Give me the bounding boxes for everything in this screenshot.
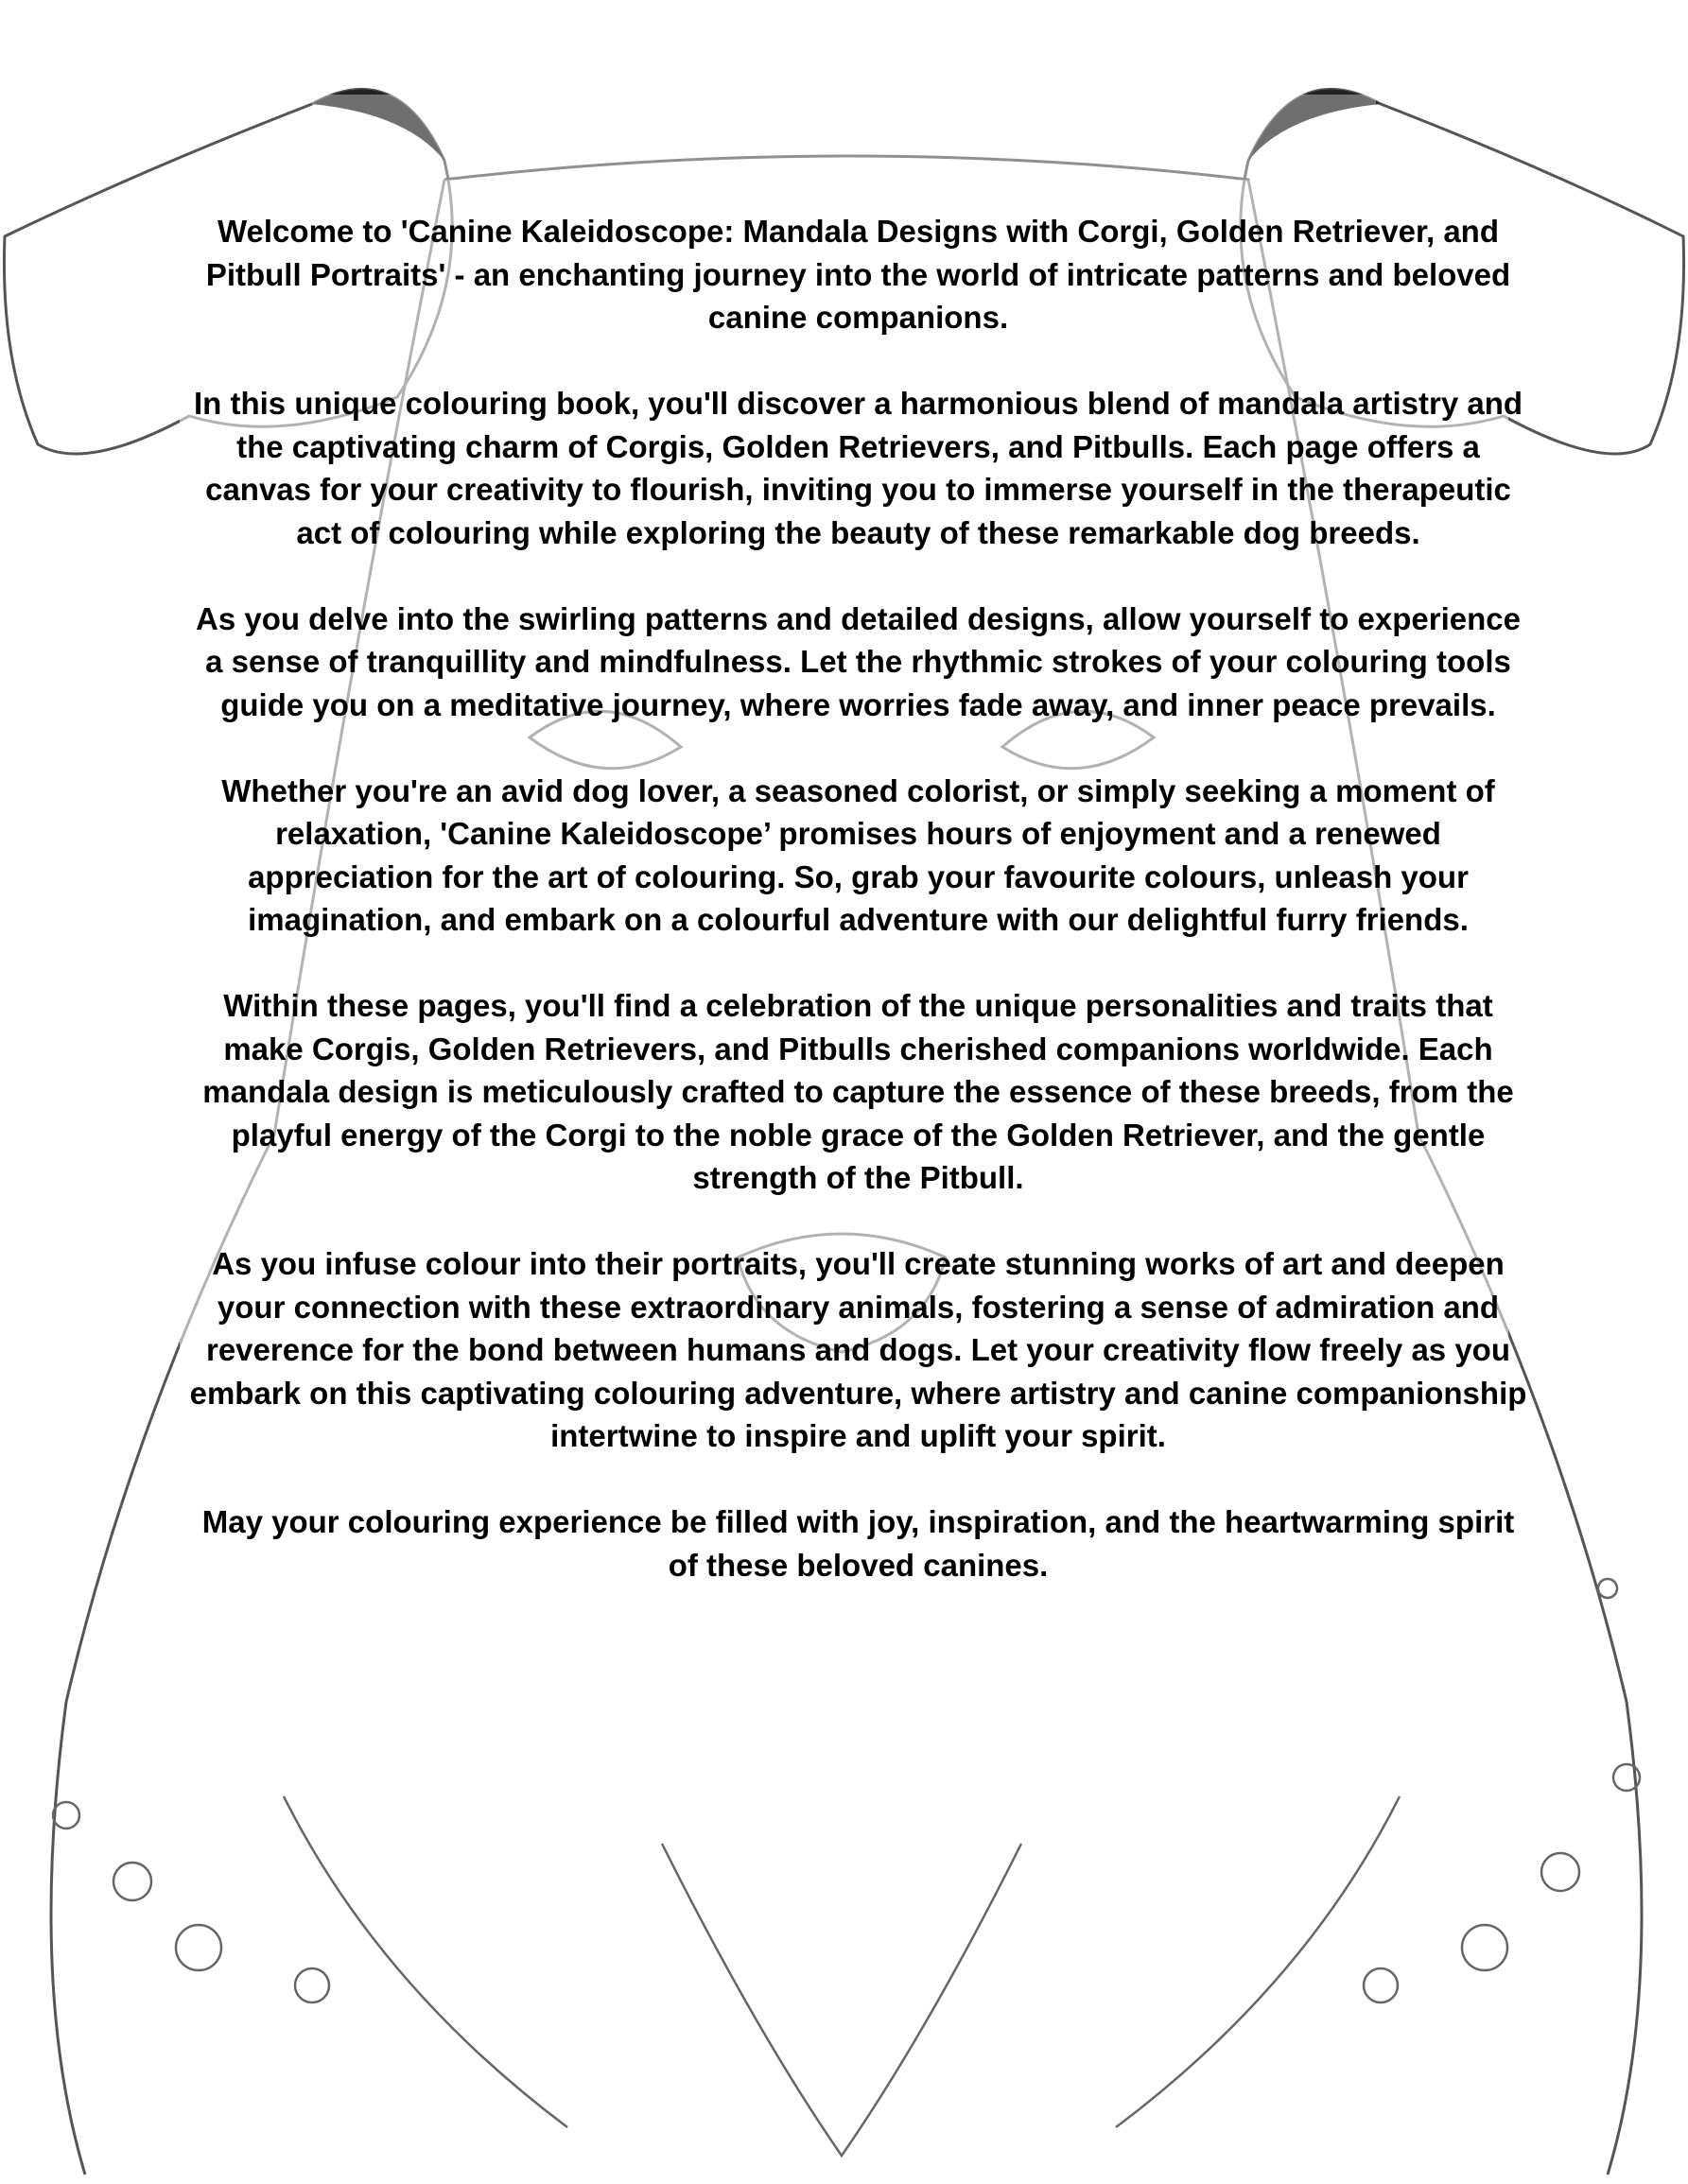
overlay-top (312, 95, 1376, 180)
paragraph-mindfulness: As you delve into the swirling patterns and detailed designs, allow yourself to experience a sense of tranquillity and mindfulness. Let the rhythmic strokes of your colouring tools guide you on a meditative journey, where worries fade away, and inner peace prevails. (195, 600, 1521, 722)
paragraph-unique-book: In this unique colouring book, you'll discover a harmonious blend of mandala artistry and the captivating charm of Corgis, Golden Retrievers, and Pitbulls. Each page offers a canvas for your creativity to flourish, inviting you to immerse yourself in the therapeutic act of colouring while exploring the beauty of these remarkable dog breeds. (193, 386, 1523, 550)
paragraph-closing: May your colouring experience be filled with joy, inspiration, and the heartwarming spirit of these beloved canines. (201, 1504, 1515, 1583)
paragraph-dog-lover: Whether you're an avid dog lover, a seasoned colorist, or simply seeking a moment of relaxation, 'Canine Kaleidoscope’ promises hours of enjoyment and a renewed appreciation for the art of colouring. So, grab your favourite colours, unleash your imagination, and embark on a colourful adventure with our delightful furry friends. (221, 772, 1495, 937)
paragraph-welcome: Welcome to 'Canine Kaleidoscope: Mandala Designs with Corgi, Golden Retriever, and Pitbull Portraits' - an enchanting journey into the world of intricate patterns and beloved canine companions. (205, 214, 1511, 335)
paragraph-breeds: Within these pages, you'll find a celebration of the unique personalities and traits that make Corgis, Golden Retrievers, and Pitbulls cherished companions worldwide. Each mandala design is meticulously crafted to capture the essence of these breeds, from the playful energy of the Corgi to the noble grace of the Golden Retriever, and the gentle strength of the Pitbull. (202, 988, 1514, 1195)
introduction-text (184, 210, 1532, 1630)
paragraph-portraits: As you infuse colour into their portraits, you'll create stunning works of art and deepen your connection with these extraordinary animals, fostering a sense of admiration and reverence for the bond between humans and dogs. Let your creativity flow freely as you embark on this captivating colouring adventure, where artistry and canine companionship intertwine to inspire and uplift your spirit. (189, 1246, 1527, 1453)
